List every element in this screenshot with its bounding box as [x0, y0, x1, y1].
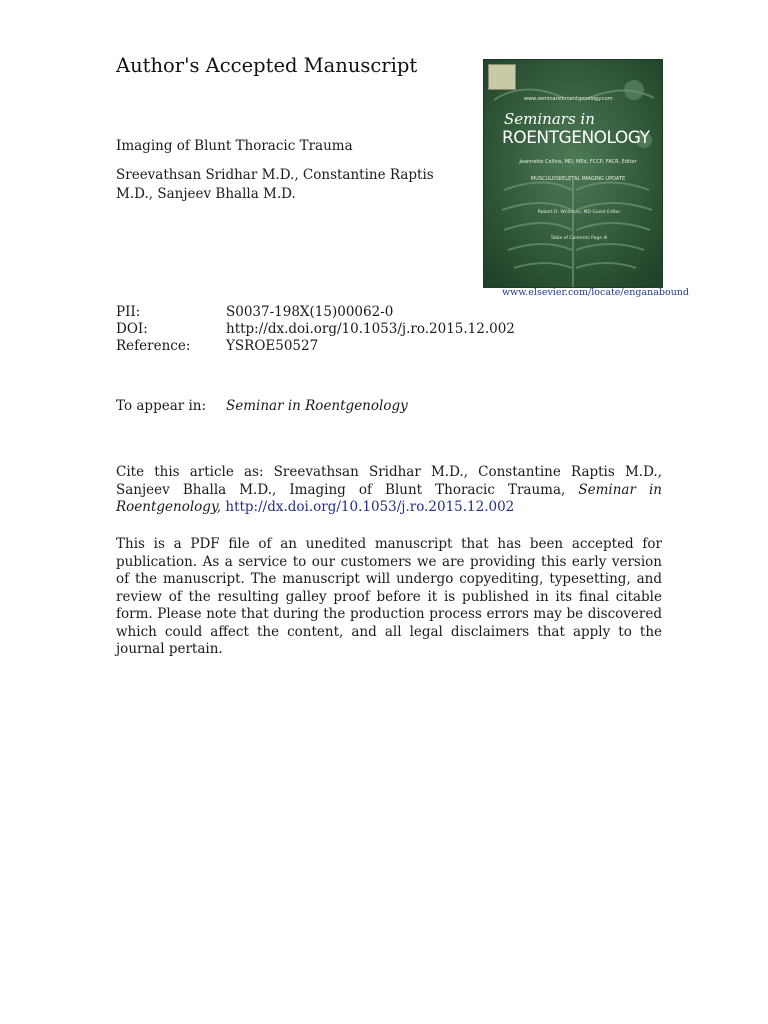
pii-label: PII: [116, 304, 141, 320]
article-title: Imaging of Blunt Thoracic Trauma [116, 138, 353, 154]
to-appear-label: To appear in: [116, 398, 207, 414]
to-appear-journal: Seminar in Roentgenology [226, 398, 408, 414]
page-title: Author's Accepted Manuscript [116, 54, 418, 77]
reference-label: Reference: [116, 338, 191, 354]
cover-journal-main: ROENTGENOLOGY [502, 128, 650, 148]
cover-url: www.seminarsinroentgenology.com [524, 96, 613, 102]
publisher-logo [488, 64, 516, 90]
cover-editor: Jeannette Collins, MD, MEd, FCCP, FACR, Editor [519, 159, 637, 165]
citation-doi-link[interactable]: http://dx.doi.org/10.1053/j.ro.2015.12.002 [225, 499, 515, 515]
cover-issue-topic: MUSCULOSKELETAL IMAGING UPDATE [530, 176, 626, 182]
manuscript-notice: This is a PDF file of an unedited manuscript that has been accepted for publication. As a service to our customers we are providing this early version of the manuscript. The manuscript will undergo copyediting, typesetting, and review of the resulting galley proof before it is published in its final citable form. Please note that during the production process errors may be discovered which could affect the content, and all legal disclaimers that apply to the journal pertain. [116, 536, 662, 657]
pii-row [116, 304, 515, 321]
reference-row [116, 338, 515, 355]
to-appear-row [116, 398, 408, 414]
citation-journal: Seminar in Roentgenology, [116, 481, 662, 515]
article-authors: Sreevathsan Sridhar M.D., Constantine Raptis M.D., Sanjeev Bhalla M.D. [116, 167, 434, 202]
citation-text: Cite this article as: Sreevathsan Sridhar M.D., Constantine Raptis M.D., Sanjeev Bhalla M.D., Imaging of Blunt Thoracic Trauma, [116, 464, 662, 498]
cover-journal-top: Seminars in [504, 110, 595, 128]
reference-value: YSROE50527 [226, 338, 319, 354]
journal-cover-image [483, 59, 663, 288]
article-metadata [116, 304, 515, 355]
pii-value: S0037-198X(15)00062-0 [226, 304, 394, 320]
journal-homepage-link[interactable]: www.elsevier.com/locate/enganabound [502, 287, 690, 298]
cover-skeleton-illustration [484, 60, 662, 287]
cover-guest-editor: Robert D. Whitman, MD Guest Editor [537, 210, 621, 215]
citation-paragraph [116, 464, 662, 517]
doi-row [116, 321, 515, 338]
doi-value: http://dx.doi.org/10.1053/j.ro.2015.12.002 [226, 321, 515, 337]
cover-toc: Table of Contents Page III [550, 236, 608, 241]
doi-label: DOI: [116, 321, 148, 337]
